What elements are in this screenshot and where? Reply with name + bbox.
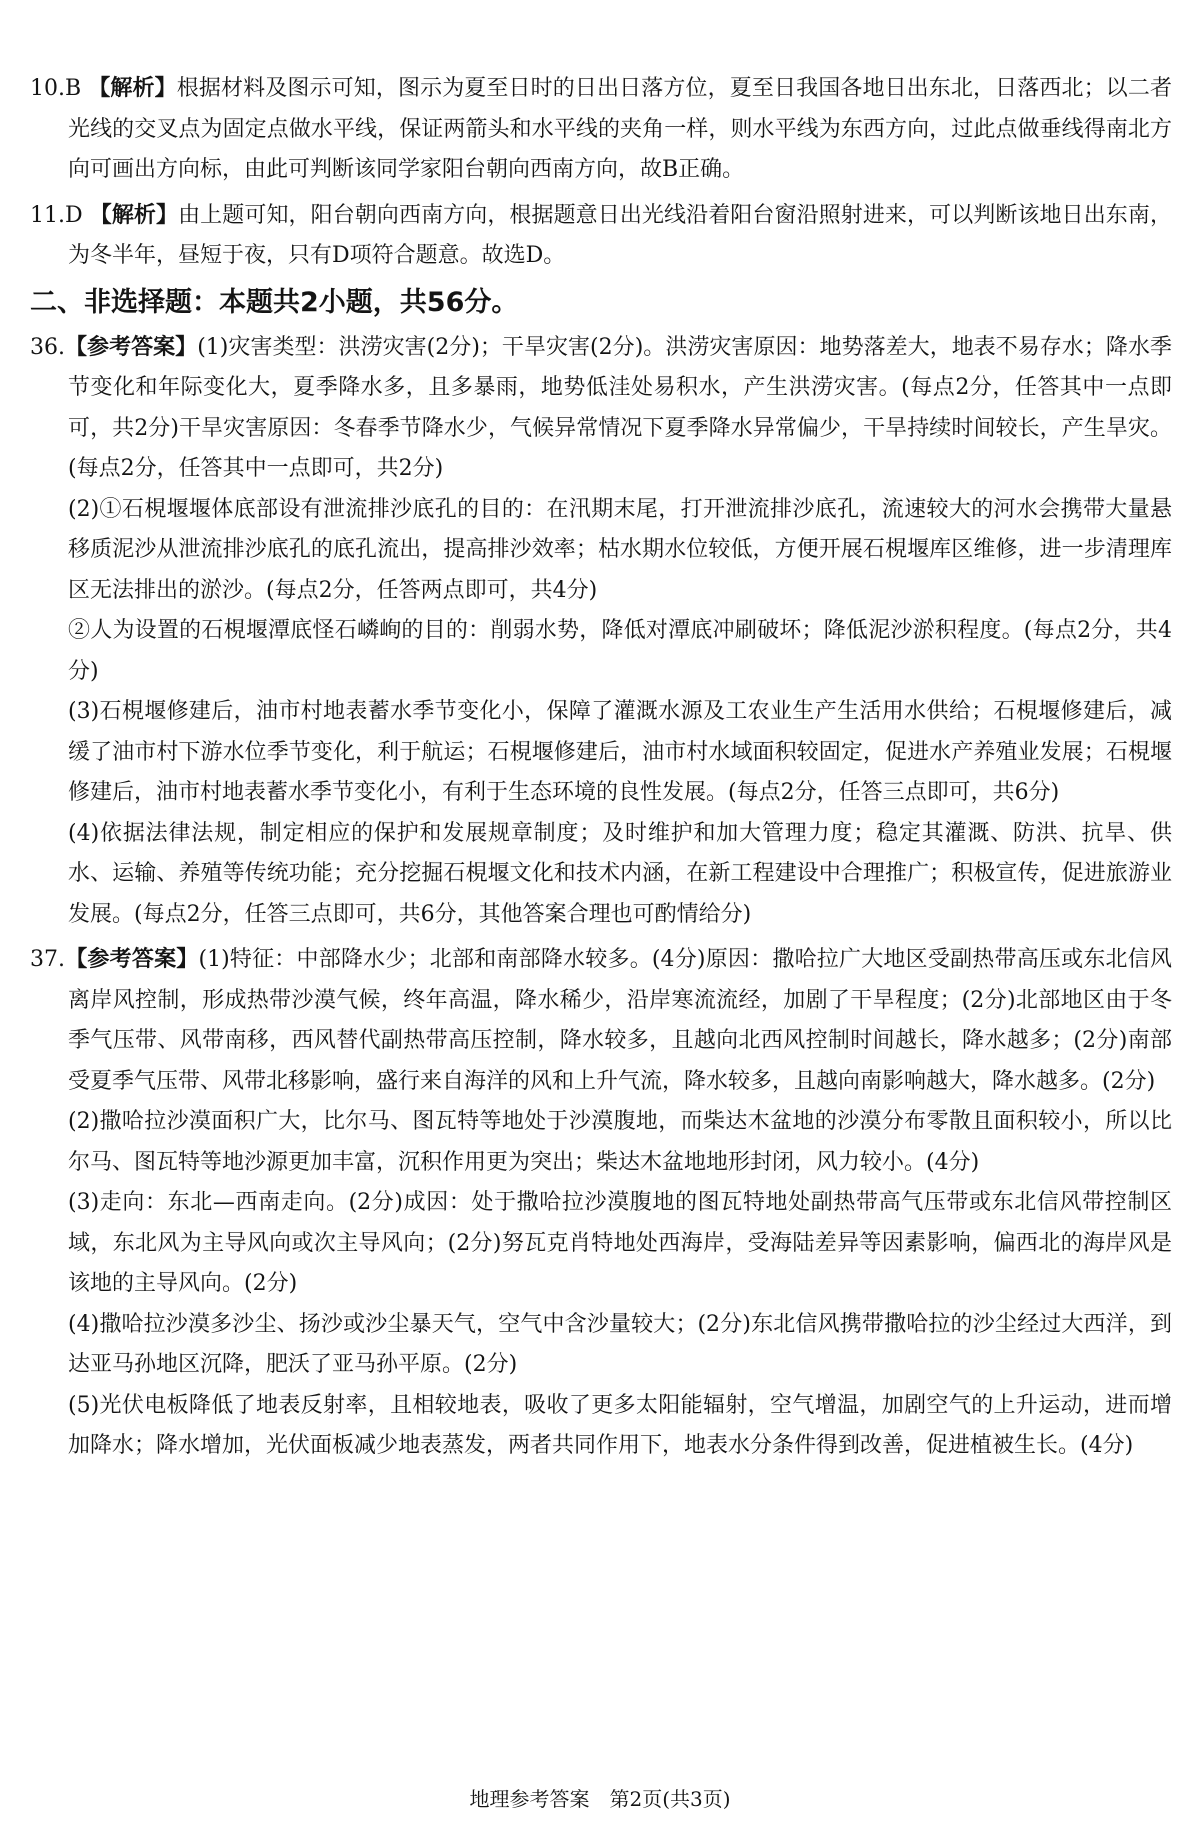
answer-36-label: 【参考答案】 — [65, 333, 198, 360]
answer-36-part-1: (1)灾害类型：洪涝灾害(2分)；干旱灾害(2分)。洪涝灾害原因：地势落差大，地表不易存水；降水季节变化和年际变化大，夏季降水多，且多暴雨，地势低洼处易积水，产生洪涝灾害。(每点2分，任答其中一点即可，共2分)干旱灾害原因：冬春季节降水少，气候异常情况下夏季降水异常偏少，干旱持续时间较长，产生旱灾。(每点2分，任答其中一点即可，共2分) — [68, 334, 1172, 481]
answer-36-part-2: (2)①石梘堰堰体底部设有泄流排沙底孔的目的：在汛期末尾，打开泄流排沙底孔，流速较大的河水会携带大量悬移质泥沙从泄流排沙底孔的底孔流出，提高排沙效率；枯水期水位较低，方便开展石梘堰库区维修，进一步清理库区无法排出的淤沙。(每点2分，任答两点即可，共4分) — [68, 496, 1172, 603]
answer-37-label: 【参考答案】 — [65, 946, 199, 972]
answer-36-part-3: (3)石梘堰修建后，油市村地表蓄水季节变化小，保障了灌溉水源及工农业生产生活用水供给；石梘堰修建后，减缓了油市村下游水位季节变化，利于航运；石梘堰修建后，油市村水域面积较固定，促进水产养殖业发展；石梘堰修建后，油市村地表蓄水季节变化小，有利于生态环境的良性发展。(每点2分，任答三点即可，共6分) — [68, 699, 1172, 805]
answer-37-part-3: (3)走向：东北—西南走向。(2分)成因：处于撒哈拉沙漠腹地的图瓦特地处副热带高气压带或东北信风带控制区域，东北风为主导风向或次主导风向；(2分)努瓦克肖特地处西海岸，受海陆差异等因素影响，偏西北的海岸风是该地的主导风向。(2分) — [68, 1190, 1172, 1296]
answer-37 — [30, 939, 1172, 1102]
answer-37-part-5: (5)光伏电板降低了地表反射率，且相较地表，吸收了更多太阳能辐射，空气增温，加剧空气的上升运动，进而增加降水；降水增加，光伏面板减少地表蒸发，两者共同作用下，地表水分条件得到改善，促进植被生长。(4分) — [68, 1392, 1172, 1458]
answer-11-text: 由上题可知，阳台朝向西南方向，根据题意日出光线沿着阳台窗沿照射进来，可以判断该地日出东南，为冬半年，昼短于夜，只有D项符合题意。故选D。 — [68, 202, 1172, 268]
answer-11-label: 【解析】 — [89, 201, 179, 228]
answer-36-part-4: (4)依据法律法规，制定相应的保护和发展规章制度；及时维护和加大管理力度；稳定其灌溉、防洪、抗旱、供水、运输、养殖等传统功能；充分挖掘石梘堰文化和技术内涵，在新工程建设中合理推广；积极宣传，促进旅游业发展。(每点2分，任答三点即可，共6分，其他答案合理也可酌情给分) — [68, 820, 1172, 927]
page-footer: 地理参考答案 第2页(共3页) — [469, 1787, 731, 1811]
answer-36-part-2b: ②人为设置的石梘堰潭底怪石嶙峋的目的：削弱水势，降低对潭底冲刷破坏；降低泥沙淤积程度。(每点2分，共4分) — [68, 618, 1172, 684]
answer-37-part-1: (1)特征：中部降水少；北部和南部降水较多。(4分)原因：撒哈拉广大地区受副热带高压或东北信风离岸风控制，形成热带沙漠气候，终年高温，降水稀少，沿岸寒流流经，加剧了干旱程度；(2分)北部地区由于冬季气压带、风带南移，西风替代副热带高压控制，降水较多，且越向北西风控制时间越长，降水越多；(2分)南部受夏季气压带、风带北移影响，盛行来自海洋的风和上升气流，降水较多，且越向南影响越大，降水越多。(2分) — [68, 947, 1172, 1094]
section-title: 二、非选择题：本题共2小题，共56分。 — [30, 286, 519, 318]
answer-11-number: 11.D — [30, 202, 83, 228]
answer-36 — [30, 327, 1172, 490]
answer-37-number: 37. — [30, 947, 65, 972]
answer-37-part-2: (2)撒哈拉沙漠面积广大，比尔马、图瓦特等地处于沙漠腹地，而柴达木盆地的沙漠分布零散且面积较小，所以比尔马、图瓦特等地沙源更加丰富，沉积作用更为突出；柴达木盆地地形封闭，风力较小。(4分) — [68, 1109, 1172, 1175]
answer-10-label: 【解析】 — [88, 75, 177, 101]
answer-10-number: 10.B — [30, 76, 82, 101]
answer-37-part-4: (4)撒哈拉沙漠多沙尘、扬沙或沙尘暴天气，空气中含沙量较大；(2分)东北信风携带撒哈拉的沙尘经过大西洋，到达亚马孙地区沉降，肥沃了亚马孙平原。(2分) — [68, 1311, 1172, 1377]
answer-36-number: 36. — [30, 334, 65, 360]
answer-10-text: 根据材料及图示可知，图示为夏至日时的日出日落方位，夏至日我国各地日出东北，日落西北；以二者光线的交叉点为固定点做水平线，保证两箭头和水平线的夹角一样，则水平线为东西方向，过此点做垂线得南北方向可画出方向标，由此可判断该同学家阳台朝向西南方向，故B正确。 — [68, 76, 1172, 182]
answer-10 — [30, 68, 1172, 191]
answer-11 — [30, 195, 1172, 277]
